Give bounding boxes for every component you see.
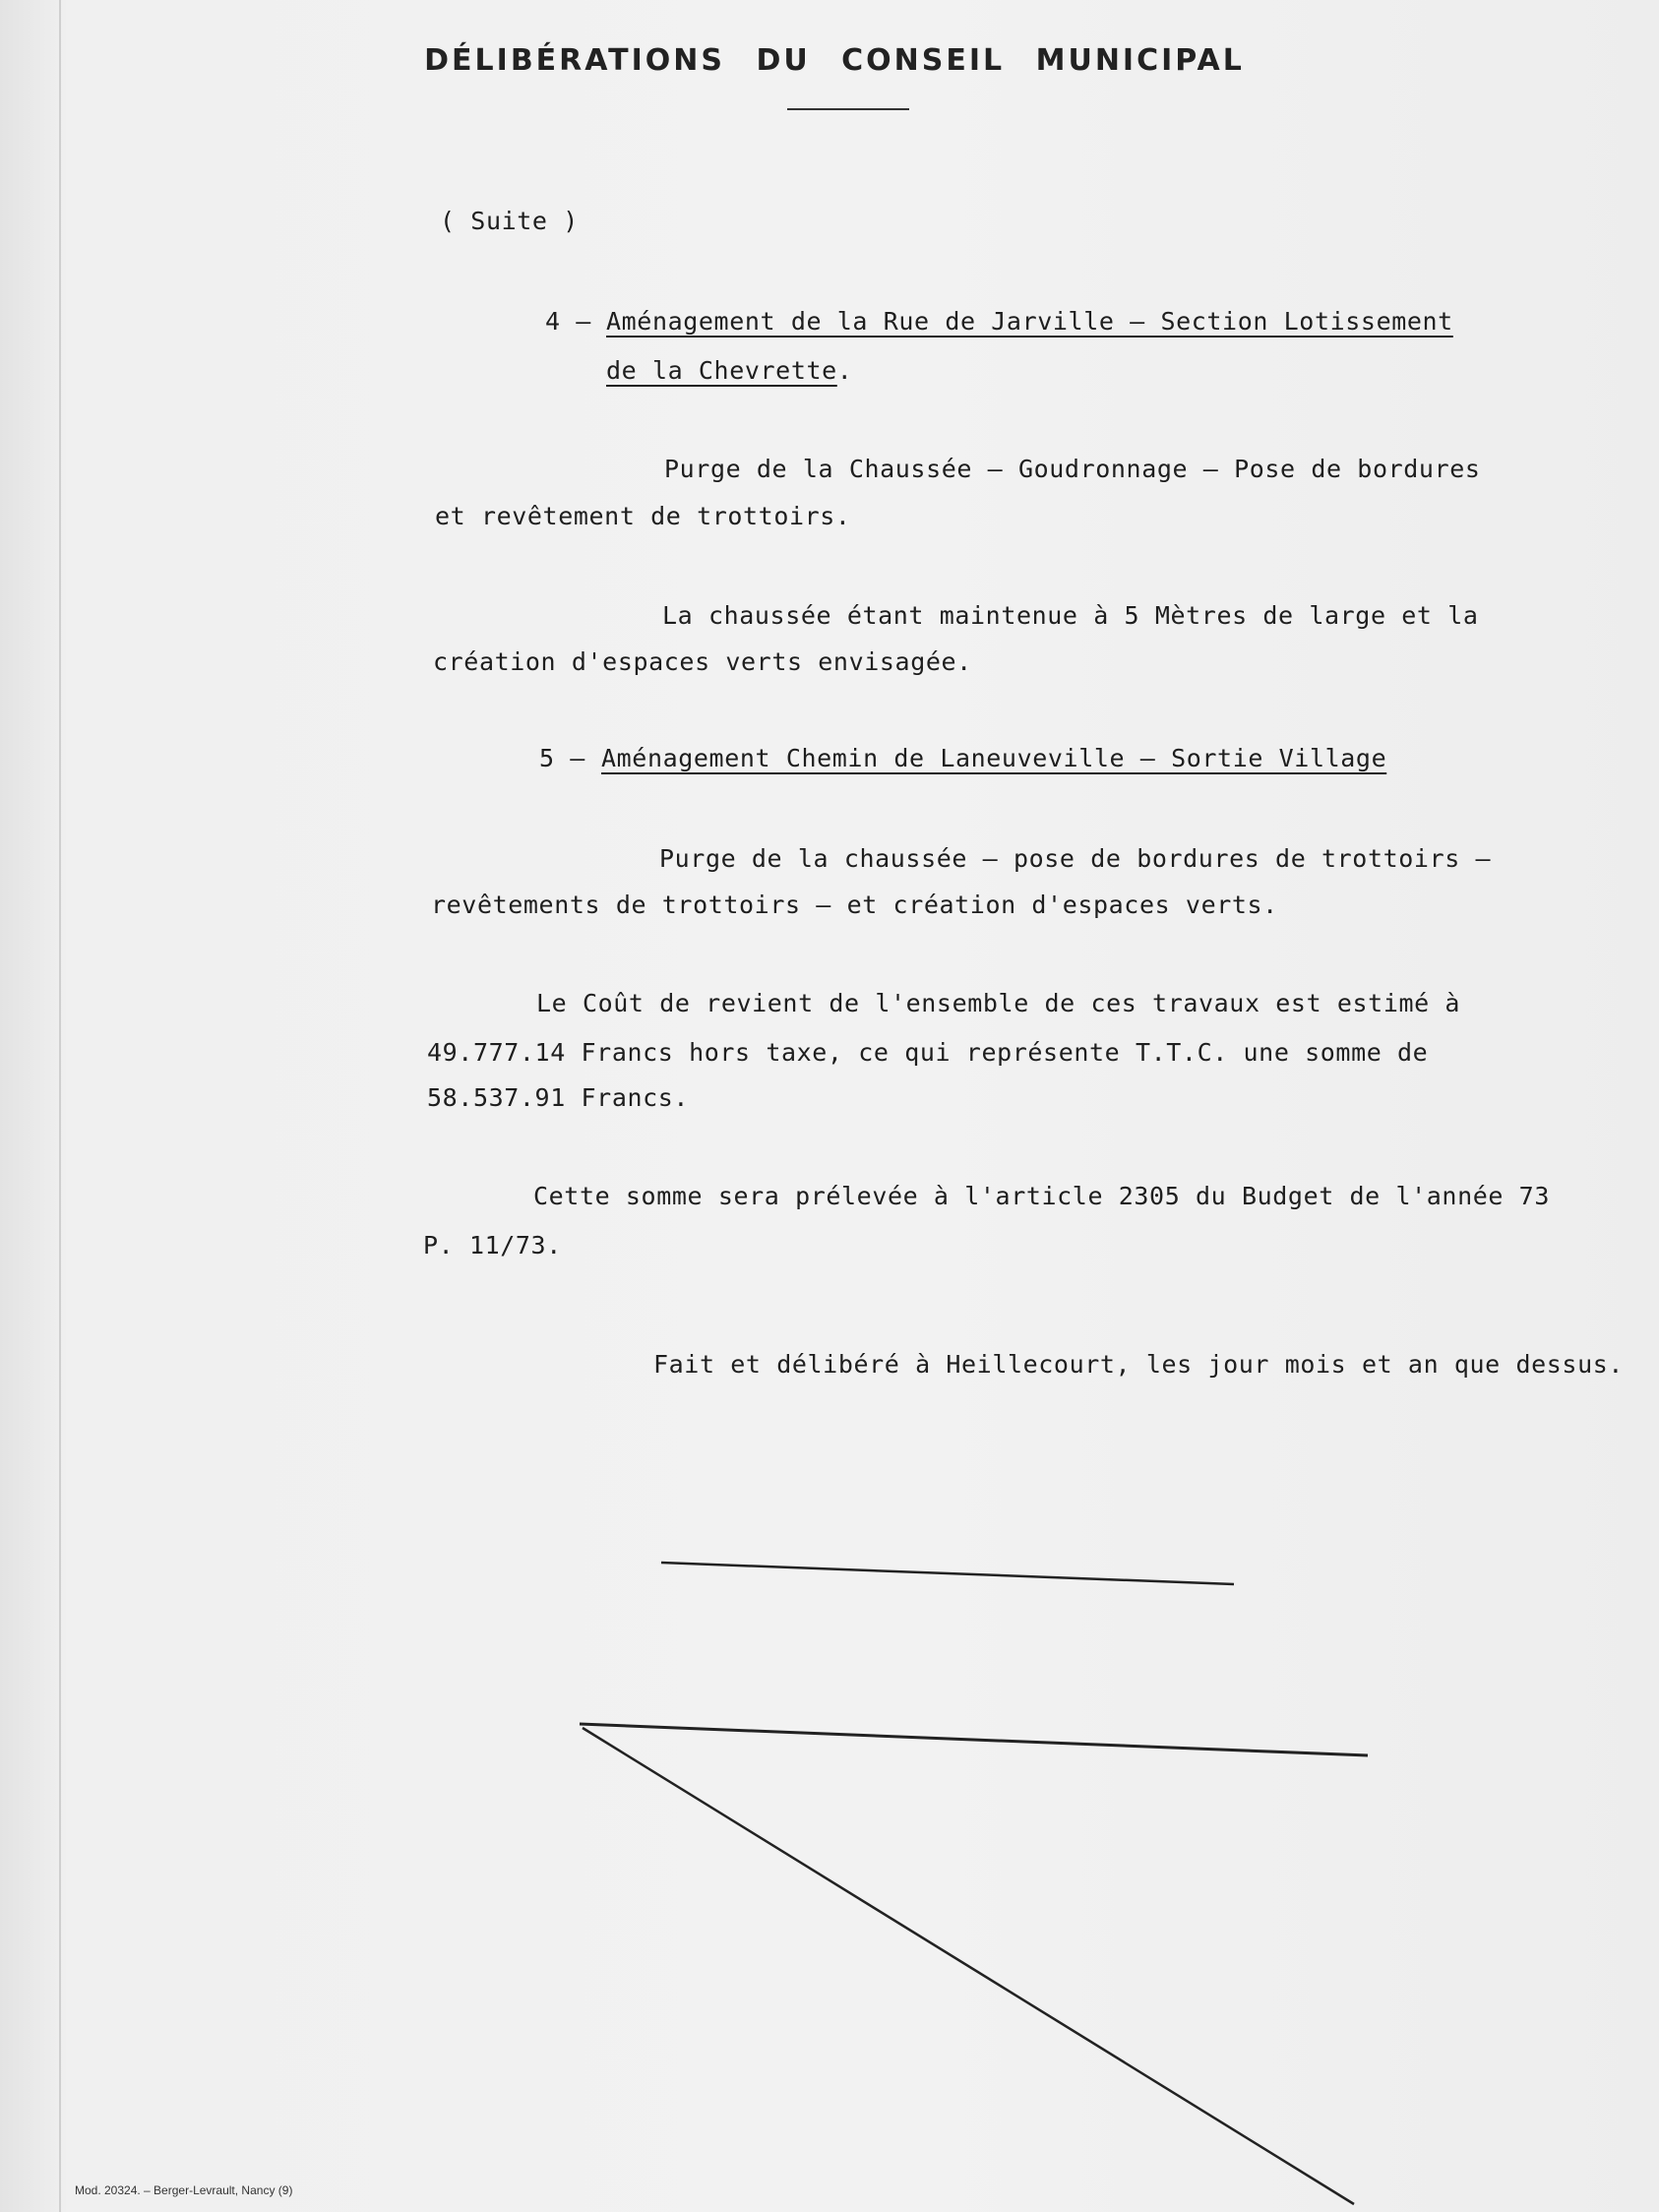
cost-line3: 58.537.91 Francs. [427,1083,690,1112]
page-title: DÉLIBÉRATIONS DU CONSEIL MUNICIPAL [424,43,1245,78]
budget-line2: P. 11/73. [423,1231,562,1260]
suite-label: ( Suite ) [440,207,579,235]
item4-p1-line1: Purge de la Chaussée – Goudronnage – Pose de bordures [664,455,1481,483]
cost-line1: Le Coût de revient de l'ensemble de ces travaux est estimé à [536,989,1461,1017]
item4-title-end: . [836,356,853,385]
item5-p1-line1: Purge de la chaussée – pose de bordures de trottoirs – [659,844,1492,873]
item5-number: 5 – [539,744,585,772]
item4-title-line1: Aménagement de la Rue de Jarville – Section Lotissement [606,307,1453,336]
item4-p2-line2: création d'espaces verts envisagée. [433,647,972,676]
form-reference: Mod. 20324. – Berger-Levrault, Nancy (9) [75,2183,293,2197]
budget-line1: Cette somme sera prélevée à l'article 2305 du Budget de l'année 73 [533,1182,1550,1210]
signature-line-1 [661,1563,1234,1584]
cancellation-diagonal-stroke [583,1728,1354,2204]
closing-statement: Fait et délibéré à Heillecourt, les jour mois et an que dessus. [653,1350,1625,1379]
item4-number: 4 – [545,307,591,336]
item4-title-line2: de la Chevrette [606,356,837,385]
cost-line2: 49.777.14 Francs hors taxe, ce qui représente T.T.C. une somme de [427,1038,1429,1067]
item5-p1-line2: revêtements de trottoirs – et création d'espaces verts. [431,891,1278,919]
item5-title: Aménagement Chemin de Laneuveville – Sortie Village [601,744,1387,772]
item4-p1-line2: et revêtement de trottoirs. [435,502,851,530]
item4-p2-line1: La chaussée étant maintenue à 5 Mètres de large et la [662,601,1479,630]
signature-line-2 [580,1724,1368,1755]
